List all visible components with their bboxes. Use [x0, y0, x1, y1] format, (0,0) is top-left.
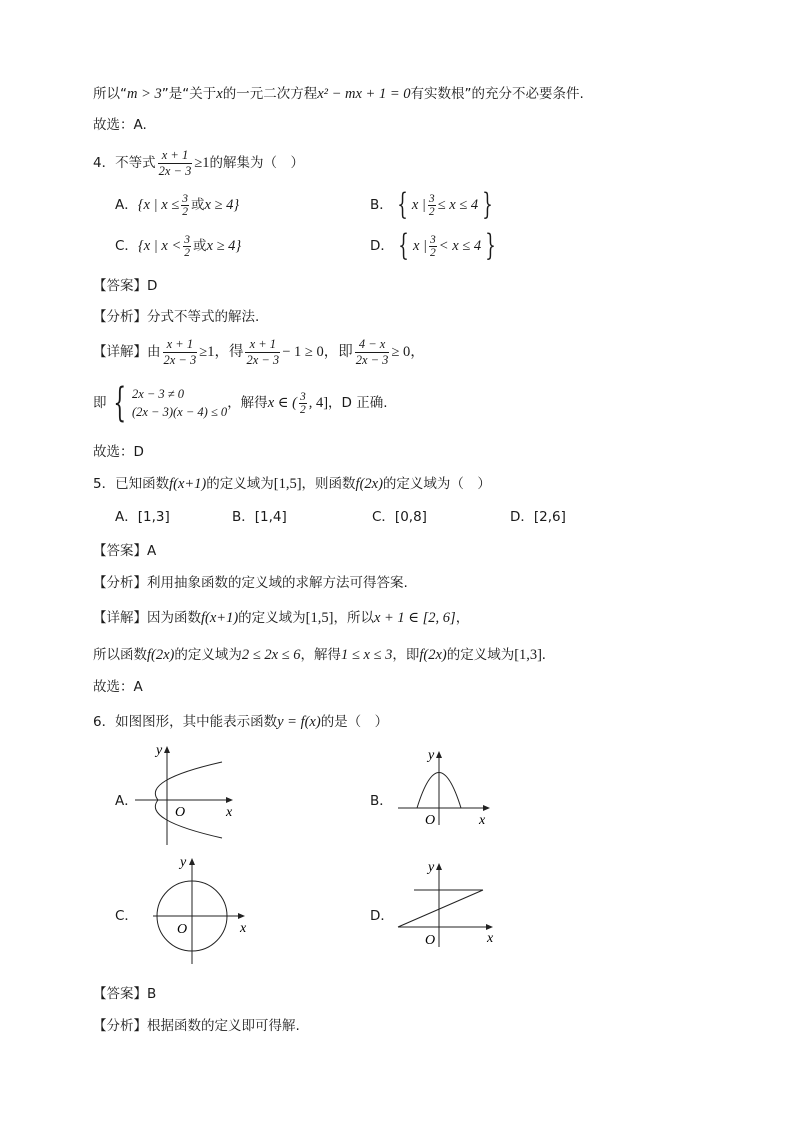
- equation-system: [132, 385, 227, 421]
- text: 所以“: [93, 86, 127, 102]
- x-arrow: [226, 797, 233, 803]
- text: 的定义域为: [446, 647, 515, 663]
- math-var: x: [216, 86, 223, 102]
- option-a: [115, 190, 239, 220]
- q5-detail: [93, 608, 469, 628]
- graph-c: [150, 852, 255, 967]
- fraction: [163, 337, 198, 368]
- math: x ∈ (: [267, 395, 297, 411]
- q4-select: 故选：D: [93, 444, 144, 460]
- q5-option-d: D．[2,6]: [510, 509, 566, 525]
- fraction: [299, 391, 307, 416]
- line-select: 故选：A.: [93, 117, 147, 133]
- fraction: [429, 234, 437, 259]
- graph-d-label: D．: [370, 908, 394, 924]
- q6-analysis: [93, 1016, 300, 1036]
- answer-tag: 【答案】: [93, 543, 147, 559]
- detail-tag: 【详解】: [93, 610, 147, 626]
- math-equation: x² − mx + 1 = 0: [317, 86, 411, 102]
- numerator: x + 1: [245, 337, 280, 353]
- q5-option-a: A．[1,3]: [115, 509, 170, 525]
- origin-label: O: [177, 922, 188, 937]
- graph-c-label: C．: [115, 908, 138, 924]
- x-label: x: [479, 813, 486, 828]
- left-brace: {: [398, 228, 409, 263]
- text: 的定义域为: [206, 476, 274, 492]
- denominator: 2x − 3: [355, 352, 389, 367]
- question-number: 5．已知函数: [93, 476, 170, 492]
- system-brace: {: [112, 380, 126, 426]
- math: f(2x): [355, 476, 383, 492]
- answer-tag: 【答案】: [93, 278, 147, 294]
- option-b: [370, 187, 497, 222]
- question-6: [93, 712, 388, 732]
- detail-tag: 【详解】: [93, 344, 147, 360]
- text: 由: [147, 344, 161, 360]
- q4-answer: [93, 276, 157, 296]
- math: 1 ≤ x ≤ 3: [340, 647, 393, 663]
- math: x |: [413, 238, 428, 254]
- math: x |: [411, 197, 426, 213]
- q4-detail: [93, 335, 425, 369]
- fraction: [355, 337, 390, 368]
- numerator: 3: [430, 233, 436, 246]
- text: 的定义域为（ ）: [382, 476, 491, 492]
- option-label: D．: [370, 238, 394, 254]
- text: 有实数根”的充分不必要条件.: [410, 86, 584, 102]
- question-5: [93, 474, 491, 494]
- denominator: 2: [299, 403, 306, 416]
- math: {x | x ≤: [137, 197, 180, 213]
- analysis-tag: 【分析】: [93, 1018, 147, 1034]
- math: x ≥ 4}: [206, 238, 242, 254]
- q5-analysis: [93, 573, 408, 593]
- question-number: 4．不等式: [93, 155, 156, 171]
- denominator: 2: [184, 246, 191, 259]
- text: 的定义域为: [238, 610, 306, 626]
- text: ，则函数: [301, 476, 356, 492]
- line-conclusion: [93, 84, 584, 104]
- y-arrow: [436, 863, 442, 870]
- text: ≥ 0，: [391, 344, 425, 360]
- question-number: 6．如图图形，其中能表示函数: [93, 714, 278, 730]
- x-label: x: [240, 921, 247, 936]
- text: ，: [455, 610, 470, 626]
- x-arrow: [238, 913, 245, 919]
- q6-answer: [93, 984, 156, 1004]
- q4-analysis: [93, 307, 259, 327]
- math: [1,5]: [273, 476, 302, 492]
- math: f(x+1): [201, 610, 239, 626]
- fraction: [183, 234, 191, 259]
- q4-detail-2: [93, 382, 388, 424]
- numerator: x + 1: [163, 337, 198, 353]
- system-line-2: (2x − 3)(x − 4) ≤ 0: [131, 405, 228, 419]
- math: ≤ x ≤ 4: [437, 197, 479, 213]
- answer-value: B: [147, 986, 157, 1002]
- q5-option-b: B．[1,4]: [232, 509, 287, 525]
- text: ，解得: [227, 395, 268, 411]
- x-label: x: [226, 805, 233, 820]
- math: [1,3].: [514, 647, 546, 663]
- question-4: [93, 147, 304, 179]
- numerator: 3: [182, 192, 188, 205]
- y-label: y: [428, 748, 435, 763]
- left-brace: {: [397, 187, 408, 222]
- system-line-1: 2x − 3 ≠ 0: [131, 387, 185, 401]
- origin-label: O: [425, 813, 436, 828]
- text: ，解得: [300, 647, 341, 663]
- text: 的解集为（ ）: [209, 155, 305, 171]
- answer-tag: 【答案】: [93, 986, 147, 1002]
- y-arrow: [189, 858, 195, 865]
- denominator: 2: [430, 246, 436, 259]
- graph-d: [395, 855, 505, 950]
- fraction: [181, 193, 189, 218]
- text: ，D 正确.: [328, 395, 388, 411]
- text: 的一元二次方程: [222, 86, 318, 102]
- text: 或: [191, 197, 205, 213]
- analysis-text: 利用抽象函数的定义域的求解方法可得答案.: [147, 575, 408, 591]
- graph-a: [130, 740, 240, 850]
- origin-label: O: [425, 933, 436, 948]
- x-label: x: [487, 931, 494, 946]
- math-condition: m > 3: [127, 86, 162, 102]
- text: ，所以: [333, 610, 374, 626]
- math: [1,5]: [305, 610, 334, 626]
- y-label: y: [180, 855, 187, 870]
- text: ”是“关于: [161, 86, 217, 102]
- origin-label: O: [175, 805, 186, 820]
- x-arrow: [483, 805, 490, 811]
- math-ge: ≥1: [194, 155, 210, 171]
- answer-value: D: [147, 278, 158, 294]
- right-brace: }: [485, 228, 496, 263]
- fraction: [158, 148, 193, 179]
- math: x + 1 ∈ [2, 6]: [373, 610, 456, 626]
- text: ≥1，得: [199, 344, 244, 360]
- numerator: x + 1: [158, 148, 193, 164]
- q5-answer: [93, 541, 156, 561]
- option-c: [115, 231, 241, 261]
- y-label: y: [156, 743, 163, 758]
- math: 2 ≤ 2x ≤ 6: [241, 647, 301, 663]
- q5-detail-2: [93, 645, 546, 665]
- math: , 4]: [308, 395, 329, 411]
- analysis-tag: 【分析】: [93, 575, 147, 591]
- analysis-text: 分式不等式的解法.: [147, 309, 260, 325]
- numerator: 3: [299, 390, 306, 403]
- q5-option-c: C．[0,8]: [372, 509, 427, 525]
- answer-value: A: [147, 543, 157, 559]
- y-arrow: [436, 751, 442, 758]
- q5-select: 故选：A: [93, 679, 143, 695]
- analysis-tag: 【分析】: [93, 309, 147, 325]
- math: < x ≤ 4: [438, 238, 482, 254]
- numerator: 3: [184, 233, 191, 246]
- slanted-segment: [398, 890, 483, 927]
- math: y = f(x): [277, 714, 321, 730]
- x-arrow: [486, 924, 493, 930]
- text: 即: [93, 395, 107, 411]
- math: x ≥ 4}: [204, 197, 240, 213]
- y-arrow: [164, 746, 170, 753]
- math: f(2x): [147, 647, 175, 663]
- fraction: [428, 193, 436, 218]
- text: 或: [193, 238, 207, 254]
- text: 的定义域为: [174, 647, 242, 663]
- denominator: 2x − 3: [246, 352, 280, 367]
- denominator: 2x − 3: [158, 163, 192, 178]
- text: − 1 ≥ 0，即: [282, 344, 353, 360]
- math: f(2x): [419, 647, 447, 663]
- denominator: 2x − 3: [163, 352, 197, 367]
- fraction: [245, 337, 280, 368]
- y-label: y: [428, 860, 435, 875]
- right-brace: }: [482, 187, 493, 222]
- denominator: 2: [182, 205, 188, 218]
- text: 所以函数: [93, 647, 147, 663]
- math: {x | x <: [137, 238, 182, 254]
- option-d: [370, 228, 500, 263]
- graph-b: [395, 745, 495, 830]
- option-label: A．: [115, 197, 138, 213]
- text: 因为函数: [147, 610, 201, 626]
- graph-a-label: A．: [115, 793, 138, 809]
- option-label: C．: [115, 238, 138, 254]
- text: ，即: [392, 647, 420, 663]
- text: 的是（ ）: [320, 714, 389, 730]
- analysis-text: 根据函数的定义即可得解.: [147, 1018, 300, 1034]
- graph-b-label: B．: [370, 793, 393, 809]
- numerator: 3: [428, 192, 435, 205]
- denominator: 2: [428, 205, 435, 218]
- option-label: B．: [370, 197, 393, 213]
- math: f(x+1): [169, 476, 207, 492]
- numerator: 4 − x: [355, 337, 390, 353]
